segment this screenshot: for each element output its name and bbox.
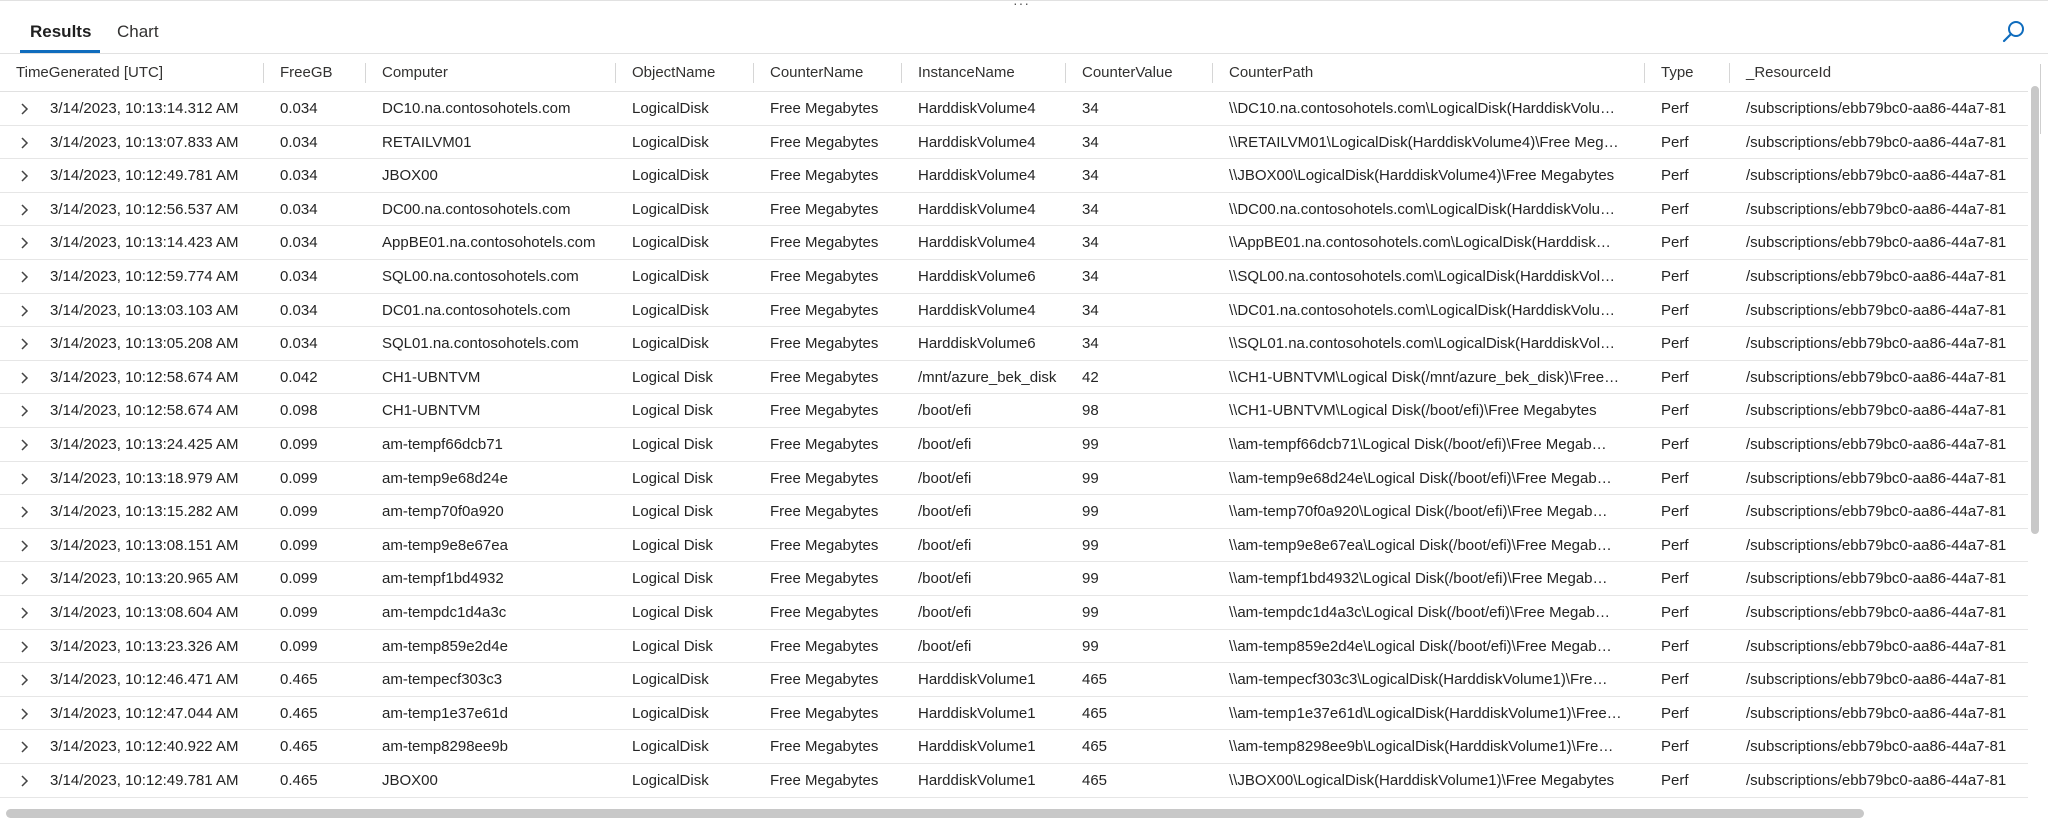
table-row[interactable] (0, 394, 2028, 428)
cell-col-freegb: 0.034 (280, 200, 318, 218)
cell-col-timegenerated: 3/14/2023, 10:12:56.537 AM (50, 200, 239, 218)
cell-col-objectname: Logical Disk (632, 604, 713, 621)
cell-col-resourceid: /subscriptions/ebb79bc0-aa86-44a7-81 (1746, 234, 2007, 252)
cell-col-countername: Free Megabytes (770, 469, 879, 487)
chevron-right-icon[interactable] (16, 705, 34, 723)
cell-col-countername: Free Megabytes (770, 604, 879, 621)
cell-col-countername: Free Megabytes (770, 536, 879, 554)
cell-col-resourceid: /subscriptions/ebb79bc0-aa86-44a7-81 (1746, 671, 2007, 689)
cell-col-counterpath: \\am-tempdc1d4a3c\Logical Disk(/boot/efi)\Free Megab… (1229, 604, 1611, 621)
chevron-right-icon[interactable] (16, 134, 34, 152)
cell-col-type: Perf (1661, 301, 1689, 319)
cell-col-type: Perf (1661, 671, 1689, 689)
table-row[interactable] (0, 730, 2028, 764)
cell-col-countervalue: 465 (1082, 671, 1108, 689)
cell-col-timegenerated: 3/14/2023, 10:13:08.151 AM (50, 536, 239, 554)
table-row[interactable] (0, 92, 2028, 126)
cell-col-freegb: 0.034 (280, 268, 318, 285)
cell-col-countername: Free Megabytes (770, 100, 879, 117)
cell-col-type: Perf (1661, 772, 1689, 789)
cell-col-instancename: HarddiskVolume4 (918, 234, 1036, 252)
cell-col-countervalue: 34 (1082, 200, 1099, 218)
cell-col-countervalue: 34 (1082, 100, 1099, 117)
cell-col-counterpath: \\am-tempf1bd4932\Logical Disk(/boot/efi)\Free Megab… (1229, 570, 1608, 588)
cell-col-computer: am-temp70f0a920 (382, 503, 504, 521)
cell-col-freegb: 0.034 (280, 100, 318, 117)
cell-col-timegenerated: 3/14/2023, 10:12:49.781 AM (50, 167, 239, 185)
cell-col-countervalue: 99 (1082, 436, 1099, 453)
cell-col-resourceid: /subscriptions/ebb79bc0-aa86-44a7-81 (1746, 268, 2007, 285)
vertical-scrollbar[interactable] (2028, 86, 2042, 534)
cell-col-countervalue: 34 (1082, 234, 1099, 252)
cell-col-freegb: 0.465 (280, 738, 318, 756)
header-col-objectname[interactable]: ObjectName (632, 64, 716, 81)
cell-col-computer: am-temp9e68d24e (382, 469, 508, 487)
horizontal-scrollbar[interactable] (0, 806, 2030, 820)
cell-col-type: Perf (1661, 604, 1689, 621)
chevron-right-icon[interactable] (16, 604, 34, 622)
cell-col-freegb: 0.099 (280, 570, 318, 588)
column-resize-handle[interactable] (365, 63, 366, 83)
cell-col-instancename: /boot/efi (918, 570, 972, 588)
column-resize-handle[interactable] (1212, 63, 1213, 83)
cell-col-computer: DC00.na.contosohotels.com (382, 200, 571, 218)
cell-col-counterpath: \\am-temp9e68d24e\Logical Disk(/boot/efi)\Free Megab… (1229, 469, 1612, 487)
cell-col-countervalue: 99 (1082, 503, 1099, 521)
cell-col-type: Perf (1661, 469, 1689, 487)
cell-col-type: Perf (1661, 503, 1689, 521)
cell-col-type: Perf (1661, 637, 1689, 655)
cell-col-freegb: 0.099 (280, 469, 318, 487)
horizontal-scrollbar-thumb[interactable] (6, 809, 1864, 818)
table-row[interactable] (0, 159, 2028, 193)
table-row[interactable] (0, 193, 2028, 227)
cell-col-resourceid: /subscriptions/ebb79bc0-aa86-44a7-81 (1746, 637, 2007, 655)
cell-col-computer: am-tempf66dcb71 (382, 436, 503, 453)
chevron-right-icon[interactable] (16, 570, 34, 588)
cell-col-countername: Free Megabytes (770, 402, 879, 420)
cell-col-objectname: LogicalDisk (632, 335, 709, 353)
cell-col-freegb: 0.465 (280, 772, 318, 789)
table-row[interactable] (0, 596, 2028, 630)
results-tabbar (0, 10, 2048, 54)
search-button[interactable] (1998, 16, 2030, 48)
column-resize-handle[interactable] (1065, 63, 1066, 83)
cell-col-instancename: HarddiskVolume6 (918, 268, 1036, 285)
cell-col-timegenerated: 3/14/2023, 10:12:58.674 AM (50, 368, 239, 386)
cell-col-timegenerated: 3/14/2023, 10:12:46.471 AM (50, 671, 239, 689)
cell-col-instancename: HarddiskVolume1 (918, 772, 1036, 789)
cell-col-objectname: LogicalDisk (632, 301, 709, 319)
cell-col-instancename: HarddiskVolume4 (918, 133, 1036, 151)
cell-col-countername: Free Megabytes (770, 772, 879, 789)
table-row[interactable] (0, 361, 2028, 395)
cell-col-countername: Free Megabytes (770, 738, 879, 756)
chevron-right-icon[interactable] (16, 537, 34, 555)
header-col-instancename[interactable]: InstanceName (918, 64, 1015, 81)
cell-col-countername: Free Megabytes (770, 268, 879, 285)
cell-col-objectname: Logical Disk (632, 637, 713, 655)
cell-col-freegb: 0.099 (280, 436, 318, 453)
cell-col-type: Perf (1661, 200, 1689, 218)
cell-col-type: Perf (1661, 335, 1689, 353)
cell-col-counterpath: \\am-tempf66dcb71\Logical Disk(/boot/efi)\Free Megab… (1229, 436, 1607, 453)
cell-col-freegb: 0.034 (280, 335, 318, 353)
cell-col-objectname: Logical Disk (632, 402, 713, 420)
cell-col-countervalue: 99 (1082, 637, 1099, 655)
cell-col-countervalue: 34 (1082, 301, 1099, 319)
cell-col-objectname: Logical Disk (632, 436, 713, 453)
cell-col-timegenerated: 3/14/2023, 10:12:40.922 AM (50, 738, 239, 756)
cell-col-counterpath: \\DC00.na.contosohotels.com\LogicalDisk(HarddiskVolu… (1229, 200, 1616, 218)
cell-col-counterpath: \\AppBE01.na.contosohotels.com\LogicalDisk(Harddisk… (1229, 234, 1611, 252)
cell-col-computer: RETAILVM01 (382, 133, 472, 151)
cell-col-freegb: 0.099 (280, 604, 318, 621)
cell-col-countervalue: 42 (1082, 368, 1099, 386)
cell-col-objectname: LogicalDisk (632, 268, 709, 285)
cell-col-resourceid: /subscriptions/ebb79bc0-aa86-44a7-81 (1746, 200, 2007, 218)
header-col-resourceid[interactable]: _ResourceId (1746, 64, 1832, 81)
cell-col-objectname: LogicalDisk (632, 234, 709, 252)
cell-col-timegenerated: 3/14/2023, 10:13:18.979 AM (50, 469, 239, 487)
cell-col-resourceid: /subscriptions/ebb79bc0-aa86-44a7-81 (1746, 503, 2007, 521)
cell-col-instancename: HarddiskVolume4 (918, 301, 1036, 319)
cell-col-timegenerated: 3/14/2023, 10:13:14.423 AM (50, 234, 239, 252)
cell-col-type: Perf (1661, 536, 1689, 554)
cell-col-instancename: HarddiskVolume4 (918, 167, 1036, 185)
cell-col-resourceid: /subscriptions/ebb79bc0-aa86-44a7-81 (1746, 301, 2007, 319)
table-row[interactable] (0, 630, 2028, 664)
table-row[interactable] (0, 697, 2028, 731)
column-resize-handle[interactable] (1644, 63, 1645, 83)
cell-col-timegenerated: 3/14/2023, 10:12:49.781 AM (50, 772, 239, 789)
cell-col-counterpath: \\DC01.na.contosohotels.com\LogicalDisk(HarddiskVolu… (1229, 301, 1616, 319)
header-col-counterpath[interactable]: CounterPath (1229, 64, 1314, 81)
column-resize-handle[interactable] (1729, 63, 1730, 83)
cell-col-countername: Free Megabytes (770, 167, 879, 185)
cell-col-countervalue: 465 (1082, 772, 1108, 789)
cell-col-timegenerated: 3/14/2023, 10:13:08.604 AM (50, 604, 239, 621)
cell-col-objectname: LogicalDisk (632, 738, 709, 756)
cell-col-counterpath: \\SQL00.na.contosohotels.com\LogicalDisk(HarddiskVol… (1229, 268, 1616, 285)
cell-col-freegb: 0.042 (280, 368, 318, 386)
cell-col-countername: Free Megabytes (770, 671, 879, 689)
cell-col-resourceid: /subscriptions/ebb79bc0-aa86-44a7-81 (1746, 570, 2007, 588)
column-resize-handle[interactable] (901, 63, 902, 83)
cell-col-countername: Free Megabytes (770, 637, 879, 655)
table-row[interactable] (0, 529, 2028, 563)
cell-col-computer: am-tempdc1d4a3c (382, 604, 507, 621)
chevron-right-icon[interactable] (16, 436, 34, 454)
cell-col-computer: DC10.na.contosohotels.com (382, 100, 571, 117)
cell-col-objectname: Logical Disk (632, 503, 713, 521)
cell-col-timegenerated: 3/14/2023, 10:13:23.326 AM (50, 637, 239, 655)
cell-col-freegb: 0.098 (280, 402, 318, 420)
cell-col-countername: Free Megabytes (770, 436, 879, 453)
cell-col-type: Perf (1661, 436, 1689, 453)
table-row[interactable] (0, 663, 2028, 697)
cell-col-objectname: Logical Disk (632, 570, 713, 588)
column-resize-handle[interactable] (263, 63, 264, 83)
table-row[interactable] (0, 428, 2028, 462)
cell-col-resourceid: /subscriptions/ebb79bc0-aa86-44a7-81 (1746, 469, 2007, 487)
cell-col-instancename: /boot/efi (918, 402, 972, 420)
cell-col-countervalue: 34 (1082, 268, 1099, 285)
cell-col-countervalue: 465 (1082, 704, 1108, 722)
cell-col-counterpath: \\am-temp70f0a920\Logical Disk(/boot/efi)\Free Megab… (1229, 503, 1608, 521)
cell-col-counterpath: \\am-temp859e2d4e\Logical Disk(/boot/efi)\Free Megab… (1229, 637, 1612, 655)
cell-col-instancename: /boot/efi (918, 436, 972, 453)
cell-col-timegenerated: 3/14/2023, 10:13:20.965 AM (50, 570, 239, 588)
cell-col-timegenerated: 3/14/2023, 10:13:15.282 AM (50, 503, 239, 521)
cell-col-type: Perf (1661, 234, 1689, 252)
cell-col-type: Perf (1661, 738, 1689, 756)
cell-col-timegenerated: 3/14/2023, 10:13:05.208 AM (50, 335, 239, 353)
cell-col-counterpath: \\SQL01.na.contosohotels.com\LogicalDisk(HarddiskVol… (1229, 335, 1616, 353)
cell-col-freegb: 0.034 (280, 133, 318, 151)
cell-col-objectname: LogicalDisk (632, 671, 709, 689)
drag-handle-icon[interactable]: ··· (1013, 0, 1030, 11)
cell-col-freegb: 0.099 (280, 503, 318, 521)
chevron-right-icon[interactable] (16, 234, 34, 252)
cell-col-computer: am-temp1e37e61d (382, 704, 508, 722)
cell-col-counterpath: \\am-temp1e37e61d\LogicalDisk(HarddiskVolume1)\Free… (1229, 704, 1622, 722)
cell-col-computer: am-temp9e8e67ea (382, 536, 508, 554)
cell-col-freegb: 0.034 (280, 167, 318, 185)
table-row[interactable] (0, 327, 2028, 361)
cell-col-countername: Free Megabytes (770, 234, 879, 252)
chevron-right-icon[interactable] (16, 503, 34, 521)
cell-col-countervalue: 99 (1082, 469, 1099, 487)
cell-col-freegb: 0.465 (280, 704, 318, 722)
cell-col-countervalue: 99 (1082, 604, 1099, 621)
cell-col-resourceid: /subscriptions/ebb79bc0-aa86-44a7-81 (1746, 772, 2007, 789)
header-col-countername[interactable]: CounterName (770, 64, 864, 81)
cell-col-computer: DC01.na.contosohotels.com (382, 301, 571, 319)
cell-col-resourceid: /subscriptions/ebb79bc0-aa86-44a7-81 (1746, 368, 2007, 386)
cell-col-countervalue: 99 (1082, 570, 1099, 588)
table-row[interactable] (0, 126, 2028, 160)
cell-col-countervalue: 98 (1082, 402, 1099, 420)
header-col-countervalue[interactable]: CounterValue (1082, 64, 1173, 81)
cell-col-counterpath: \\RETAILVM01\LogicalDisk(HarddiskVolume4)\Free Meg… (1229, 133, 1619, 151)
cell-col-computer: am-temp8298ee9b (382, 738, 508, 756)
table-row[interactable] (0, 294, 2028, 328)
header-col-computer[interactable]: Computer (382, 64, 448, 81)
cell-col-objectname: LogicalDisk (632, 200, 709, 218)
cell-col-type: Perf (1661, 570, 1689, 588)
cell-col-instancename: HarddiskVolume1 (918, 704, 1036, 722)
chevron-right-icon[interactable] (16, 268, 34, 286)
chevron-right-icon[interactable] (16, 738, 34, 756)
cell-col-instancename: HarddiskVolume1 (918, 738, 1036, 756)
chevron-right-icon[interactable] (16, 100, 34, 118)
chevron-right-icon[interactable] (16, 772, 34, 790)
table-row[interactable] (0, 495, 2028, 529)
chevron-right-icon[interactable] (16, 470, 34, 488)
cell-col-countername: Free Megabytes (770, 301, 879, 319)
cell-col-countervalue: 34 (1082, 335, 1099, 353)
cell-col-countername: Free Megabytes (770, 570, 879, 588)
cell-col-timegenerated: 3/14/2023, 10:13:14.312 AM (50, 100, 239, 117)
cell-col-type: Perf (1661, 368, 1689, 386)
cell-col-counterpath: \\DC10.na.contosohotels.com\LogicalDisk(HarddiskVolu… (1229, 100, 1616, 117)
cell-col-freegb: 0.099 (280, 536, 318, 554)
cell-col-timegenerated: 3/14/2023, 10:13:24.425 AM (50, 436, 239, 453)
cell-col-type: Perf (1661, 402, 1689, 420)
cell-col-objectname: Logical Disk (632, 469, 713, 487)
cell-col-computer: SQL01.na.contosohotels.com (382, 335, 579, 353)
cell-col-countername: Free Megabytes (770, 200, 879, 218)
cell-col-freegb: 0.099 (280, 637, 318, 655)
cell-col-timegenerated: 3/14/2023, 10:12:47.044 AM (50, 704, 239, 722)
cell-col-timegenerated: 3/14/2023, 10:13:03.103 AM (50, 301, 239, 319)
cell-col-type: Perf (1661, 268, 1689, 285)
cell-col-countername: Free Megabytes (770, 503, 879, 521)
cell-col-countername: Free Megabytes (770, 133, 879, 151)
table-row[interactable] (0, 462, 2028, 496)
table-row[interactable] (0, 764, 2028, 798)
tab-results[interactable]: Results (30, 22, 92, 41)
cell-col-counterpath: \\am-temp9e8e67ea\Logical Disk(/boot/efi)\Free Megab… (1229, 536, 1612, 554)
tab-chart[interactable]: Chart (117, 22, 159, 41)
search-icon (1998, 16, 2030, 48)
cell-col-resourceid: /subscriptions/ebb79bc0-aa86-44a7-81 (1746, 738, 2007, 756)
cell-col-counterpath: \\CH1-UBNTVM\Logical Disk(/boot/efi)\Free Megabytes (1229, 402, 1597, 420)
grid-header (0, 54, 2028, 92)
cell-col-timegenerated: 3/14/2023, 10:12:58.674 AM (50, 402, 239, 420)
columns-side-panel-tab[interactable] (2040, 64, 2048, 134)
cell-col-timegenerated: 3/14/2023, 10:13:07.833 AM (50, 133, 239, 151)
column-resize-handle[interactable] (753, 63, 754, 83)
cell-col-instancename: /mnt/azure_bek_disk (918, 368, 1057, 386)
chevron-right-icon[interactable] (16, 369, 34, 387)
cell-col-resourceid: /subscriptions/ebb79bc0-aa86-44a7-81 (1746, 604, 2007, 621)
cell-col-instancename: HarddiskVolume6 (918, 335, 1036, 353)
cell-col-resourceid: /subscriptions/ebb79bc0-aa86-44a7-81 (1746, 335, 2007, 353)
cell-col-instancename: /boot/efi (918, 469, 972, 487)
cell-col-resourceid: /subscriptions/ebb79bc0-aa86-44a7-81 (1746, 100, 2007, 117)
cell-col-instancename: /boot/efi (918, 637, 972, 655)
cell-col-countervalue: 34 (1082, 133, 1099, 151)
cell-col-computer: am-temp859e2d4e (382, 637, 508, 655)
chevron-right-icon[interactable] (16, 638, 34, 656)
cell-col-objectname: LogicalDisk (632, 133, 709, 151)
chevron-right-icon[interactable] (16, 402, 34, 420)
cell-col-counterpath: \\JBOX00\LogicalDisk(HarddiskVolume4)\Free Megabytes (1229, 167, 1615, 185)
cell-col-countername: Free Megabytes (770, 368, 879, 386)
cell-col-objectname: LogicalDisk (632, 100, 709, 117)
cell-col-timegenerated: 3/14/2023, 10:12:59.774 AM (50, 268, 239, 285)
cell-col-counterpath: \\am-tempecf303c3\LogicalDisk(HarddiskVolume1)\Fre… (1229, 671, 1608, 689)
chevron-right-icon[interactable] (16, 167, 34, 185)
table-row[interactable] (0, 260, 2028, 294)
chevron-right-icon[interactable] (16, 201, 34, 219)
cell-col-freegb: 0.034 (280, 301, 318, 319)
cell-col-computer: SQL00.na.contosohotels.com (382, 268, 579, 285)
cell-col-countervalue: 465 (1082, 738, 1108, 756)
cell-col-computer: am-tempf1bd4932 (382, 570, 504, 588)
chevron-right-icon[interactable] (16, 671, 34, 689)
cell-col-instancename: /boot/efi (918, 503, 972, 521)
cell-col-resourceid: /subscriptions/ebb79bc0-aa86-44a7-81 (1746, 436, 2007, 453)
results-grid (0, 54, 2028, 800)
cell-col-computer: JBOX00 (382, 167, 438, 185)
cell-col-computer: CH1-UBNTVM (382, 368, 481, 386)
column-resize-handle[interactable] (615, 63, 616, 83)
cell-col-computer: CH1-UBNTVM (382, 402, 481, 420)
header-col-type[interactable]: Type (1661, 64, 1694, 81)
cell-col-objectname: LogicalDisk (632, 167, 709, 185)
chevron-right-icon[interactable] (16, 302, 34, 320)
panel-splitter[interactable] (0, 0, 2048, 11)
table-row[interactable] (0, 562, 2028, 596)
cell-col-countervalue: 34 (1082, 167, 1099, 185)
header-col-freegb[interactable]: FreeGB (280, 64, 333, 81)
cell-col-instancename: /boot/efi (918, 536, 972, 554)
cell-col-counterpath: \\JBOX00\LogicalDisk(HarddiskVolume1)\Free Megabytes (1229, 772, 1615, 789)
cell-col-freegb: 0.034 (280, 234, 318, 252)
cell-col-type: Perf (1661, 704, 1689, 722)
cell-col-counterpath: \\am-temp8298ee9b\LogicalDisk(HarddiskVolume1)\Fre… (1229, 738, 1614, 756)
cell-col-type: Perf (1661, 133, 1689, 151)
cell-col-countervalue: 99 (1082, 536, 1099, 554)
vertical-scrollbar-thumb[interactable] (2031, 86, 2039, 534)
cell-col-countername: Free Megabytes (770, 704, 879, 722)
cell-col-instancename: /boot/efi (918, 604, 972, 621)
cell-col-instancename: HarddiskVolume4 (918, 200, 1036, 218)
cell-col-objectname: Logical Disk (632, 368, 713, 386)
cell-col-instancename: HarddiskVolume1 (918, 671, 1036, 689)
cell-col-resourceid: /subscriptions/ebb79bc0-aa86-44a7-81 (1746, 536, 2007, 554)
cell-col-freegb: 0.465 (280, 671, 318, 689)
cell-col-objectname: LogicalDisk (632, 772, 709, 789)
cell-col-computer: JBOX00 (382, 772, 438, 789)
table-row[interactable] (0, 226, 2028, 260)
cell-col-objectname: LogicalDisk (632, 704, 709, 722)
cell-col-resourceid: /subscriptions/ebb79bc0-aa86-44a7-81 (1746, 704, 2007, 722)
cell-col-type: Perf (1661, 100, 1689, 117)
cell-col-resourceid: /subscriptions/ebb79bc0-aa86-44a7-81 (1746, 167, 2007, 185)
cell-col-resourceid: /subscriptions/ebb79bc0-aa86-44a7-81 (1746, 133, 2007, 151)
cell-col-counterpath: \\CH1-UBNTVM\Logical Disk(/mnt/azure_bek_disk)\Free… (1229, 368, 1620, 386)
cell-col-computer: AppBE01.na.contosohotels.com (382, 234, 596, 252)
cell-col-computer: am-tempecf303c3 (382, 671, 503, 689)
cell-col-countername: Free Megabytes (770, 335, 879, 353)
chevron-right-icon[interactable] (16, 335, 34, 353)
cell-col-instancename: HarddiskVolume4 (918, 100, 1036, 117)
header-col-timegenerated[interactable]: TimeGenerated [UTC] (16, 64, 163, 81)
cell-col-resourceid: /subscriptions/ebb79bc0-aa86-44a7-81 (1746, 402, 2007, 420)
cell-col-objectname: Logical Disk (632, 536, 713, 554)
cell-col-type: Perf (1661, 167, 1689, 185)
active-tab-indicator (20, 50, 100, 53)
